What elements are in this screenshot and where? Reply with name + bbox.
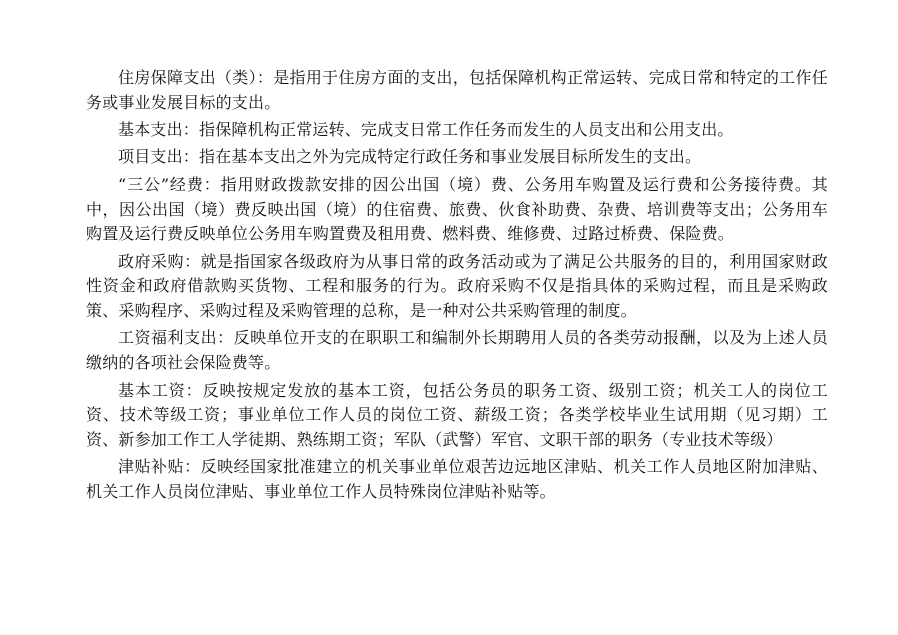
paragraph-allowances: 津贴补贴：反映经国家批准建立的机关事业单位艰苦边远地区津贴、机关工作人员地区附加津贴、机关工作人员岗位津贴、事业单位工作人员特殊岗位津贴补贴等。 <box>86 457 828 502</box>
paragraph-government-procurement: 政府采购：就是指国家各级政府为从事日常的政务活动或为了满足公共服务的目的，利用国家财政性资金和政府借款购买货物、工程和服务的行为。政府采购不仅是指具体的采购过程，而且是采购政策、采购程序、采购过程及采购管理的总称，是一种对公共采购管理的制度。 <box>86 251 828 321</box>
paragraph-housing-expenditure: 住房保障支出（类）：是指用于住房方面的支出，包括保障机构正常运转、完成日常和特定的工作任务或事业发展目标的支出。 <box>86 68 828 112</box>
paragraph-project-expenditure: 项目支出：指在基本支出之外为完成特定行政任务和事业发展目标所发生的支出。 <box>118 147 702 167</box>
paragraph-wage-welfare: 工资福利支出：反映单位开支的在职职工和编制外长期聘用人员的各类劳动报酬，以及为上述人员缴纳的各项社会保险费等。 <box>86 328 828 373</box>
paragraph-three-public-expenses: “三公”经费：指用财政拨款安排的因公出国（境）费、公务用车购置及运行费和公务接待费。其中，因公出国（境）费反映出国（境）的住宿费、旅费、伙食补助费、杂费、培训费等支出；公务用车购置及运行费反映单位公务用车购置费及租用费、燃料费、维修费、过路过桥费、保险费。 <box>86 174 828 244</box>
paragraph-basic-expenditure: 基本支出：指保障机构正常运转、完成支日常工作任务而发生的人员支出和公用支出。 <box>118 120 734 140</box>
paragraph-basic-wage: 基本工资：反映按规定发放的基本工资，包括公务员的职务工资、级别工资；机关工人的岗位工资、技术等级工资；事业单位工作人员的岗位工资、薪级工资；各类学校毕业生试用期（见习期）工资、新参加工作工人学徒期、熟练期工资；军队（武警）军官、文职干部的职务（专业技术等级） <box>86 380 828 449</box>
document-body <box>86 66 828 505</box>
